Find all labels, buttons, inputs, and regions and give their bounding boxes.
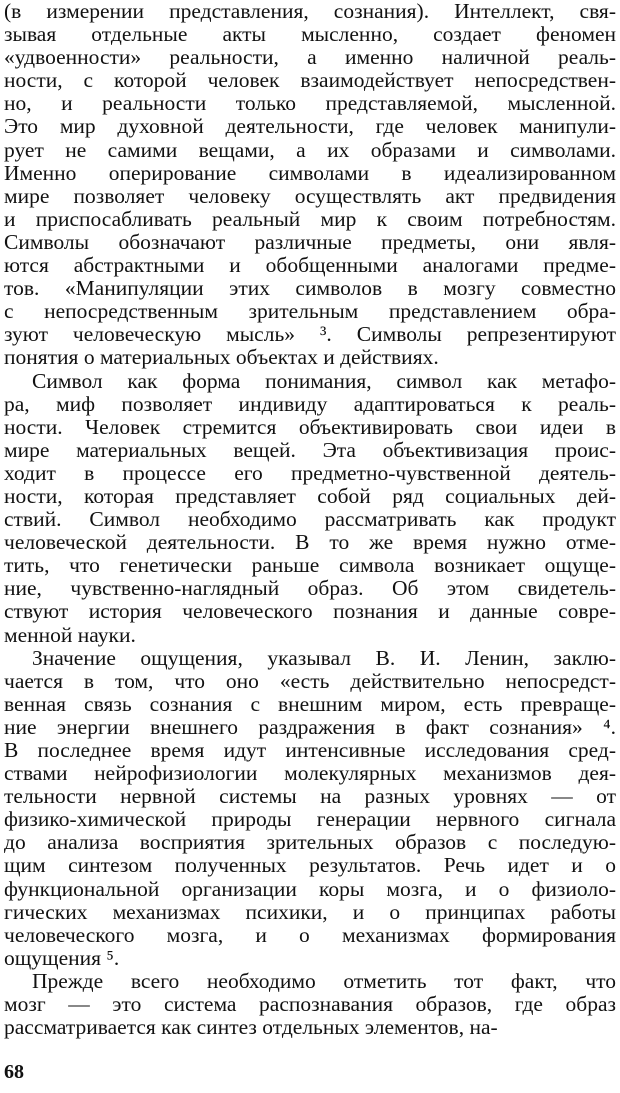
- text-line: ности, которая представляет собой ряд социальных дей-: [4, 483, 616, 508]
- text-line: Символ как форма понимания, символ как метафо-: [32, 368, 616, 393]
- text-line: ходит в процессе его предметно-чувственной деятель-: [4, 460, 616, 485]
- text-line: В последнее время идут интенсивные исследования сред-: [4, 738, 616, 762]
- text-line: ние энергии внешнего раздражения в факт сознания» ⁴.: [4, 714, 616, 739]
- body-text: [4, 0, 616, 1039]
- text-line: человеческой деятельности. В то же время нужно отме-: [4, 530, 616, 555]
- text-line: до анализа восприятия зрительных образов с последую-: [4, 830, 616, 855]
- text-line: ствий. Символ необходимо рассматривать как продукт: [4, 507, 616, 532]
- text-line: (в измерении представления, сознания). Интеллект, свя-: [4, 0, 616, 23]
- text-line: Именно оперирование символами в идеализированном: [4, 160, 616, 185]
- text-line: тить, что генетически раньше символа возникает ощуще-: [4, 553, 616, 578]
- text-line: чается в том, что оно «есть действительно непосредст-: [4, 668, 616, 693]
- text-line: мозг — это система распознавания образов, где образ: [4, 992, 616, 1017]
- text-line: Прежде всего необходимо отметить тот факт, что: [32, 968, 616, 993]
- paragraph: [4, 0, 616, 370]
- text-line: зывая отдельные акты мысленно, создает феномен: [4, 22, 616, 47]
- text-line: Значение ощущения, указывал В. И. Ленин, заклю-: [32, 645, 616, 670]
- text-line: ности, с которой человек взаимодействует непосредствен-: [4, 68, 616, 93]
- text-line: венная связь сознания с внешним миром, есть превраще-: [4, 691, 616, 716]
- text-line: ности. Человек стремится объективировать свои идеи в: [4, 414, 616, 439]
- text-line: и приспосабливать реальный мир к своим потребностям.: [4, 206, 616, 231]
- text-line: ствуют история человеческого познания и данные совре-: [4, 599, 616, 624]
- text-line: менной науки.: [4, 622, 136, 647]
- text-line: рассматривается как синтез отдельных элементов, на-: [4, 1015, 498, 1040]
- text-line: с непосредственным зрительным представлением обра-: [4, 299, 616, 324]
- text-line: щим синтезом полученных результатов. Речь идет и о: [4, 853, 616, 878]
- text-line: Это мир духовной деятельности, где человек манипули-: [4, 114, 616, 139]
- text-line: мире позволяет человеку осуществлять акт предвидения: [4, 183, 616, 208]
- text-line: ствами нейрофизиологии молекулярных механизмов дея-: [4, 761, 616, 786]
- text-line: гических механизмах психики, и о принципах работы: [4, 899, 616, 924]
- text-line: зуют человеческую мысль» ³. Символы репрезентируют: [4, 322, 616, 347]
- text-line: Символы обозначают различные предметы, они явля-: [4, 229, 616, 254]
- text-line: «удвоенности» реальности, а именно наличной реаль-: [4, 45, 616, 70]
- text-line: функциональной организации коры мозга, и о физиоло-: [4, 876, 616, 901]
- text-line: ние, чувственно-наглядный образ. Об этом свидетель-: [4, 576, 616, 601]
- text-line: понятия о материальных объектах и действиях.: [4, 345, 439, 370]
- book-page: [4, 0, 616, 1093]
- text-line: мире материальных вещей. Эта объективизация проис-: [4, 437, 616, 462]
- text-line: тов. «Манипуляции этих символов в мозгу совместно: [4, 276, 616, 301]
- text-line: ются абстрактными и обобщенными аналогами предме-: [4, 253, 616, 278]
- text-line: ощущения ⁵.: [4, 945, 120, 970]
- paragraph: [4, 970, 616, 1039]
- text-line: тельности нервной системы на разных уровнях — от: [4, 784, 616, 809]
- page-number: 68: [4, 1061, 24, 1083]
- paragraph: [4, 370, 616, 647]
- text-line: физико-химической природы генерации нервного сигнала: [4, 807, 616, 832]
- text-line: рует не самими вещами, а их образами и символами.: [4, 137, 616, 162]
- paragraph: [4, 647, 616, 970]
- text-line: но, и реальности только представляемой, мысленной.: [4, 91, 616, 116]
- text-line: человеческого мозга, и о механизмах формирования: [4, 922, 616, 947]
- text-line: ра, миф позволяет индивиду адаптироваться к реаль-: [4, 391, 616, 416]
